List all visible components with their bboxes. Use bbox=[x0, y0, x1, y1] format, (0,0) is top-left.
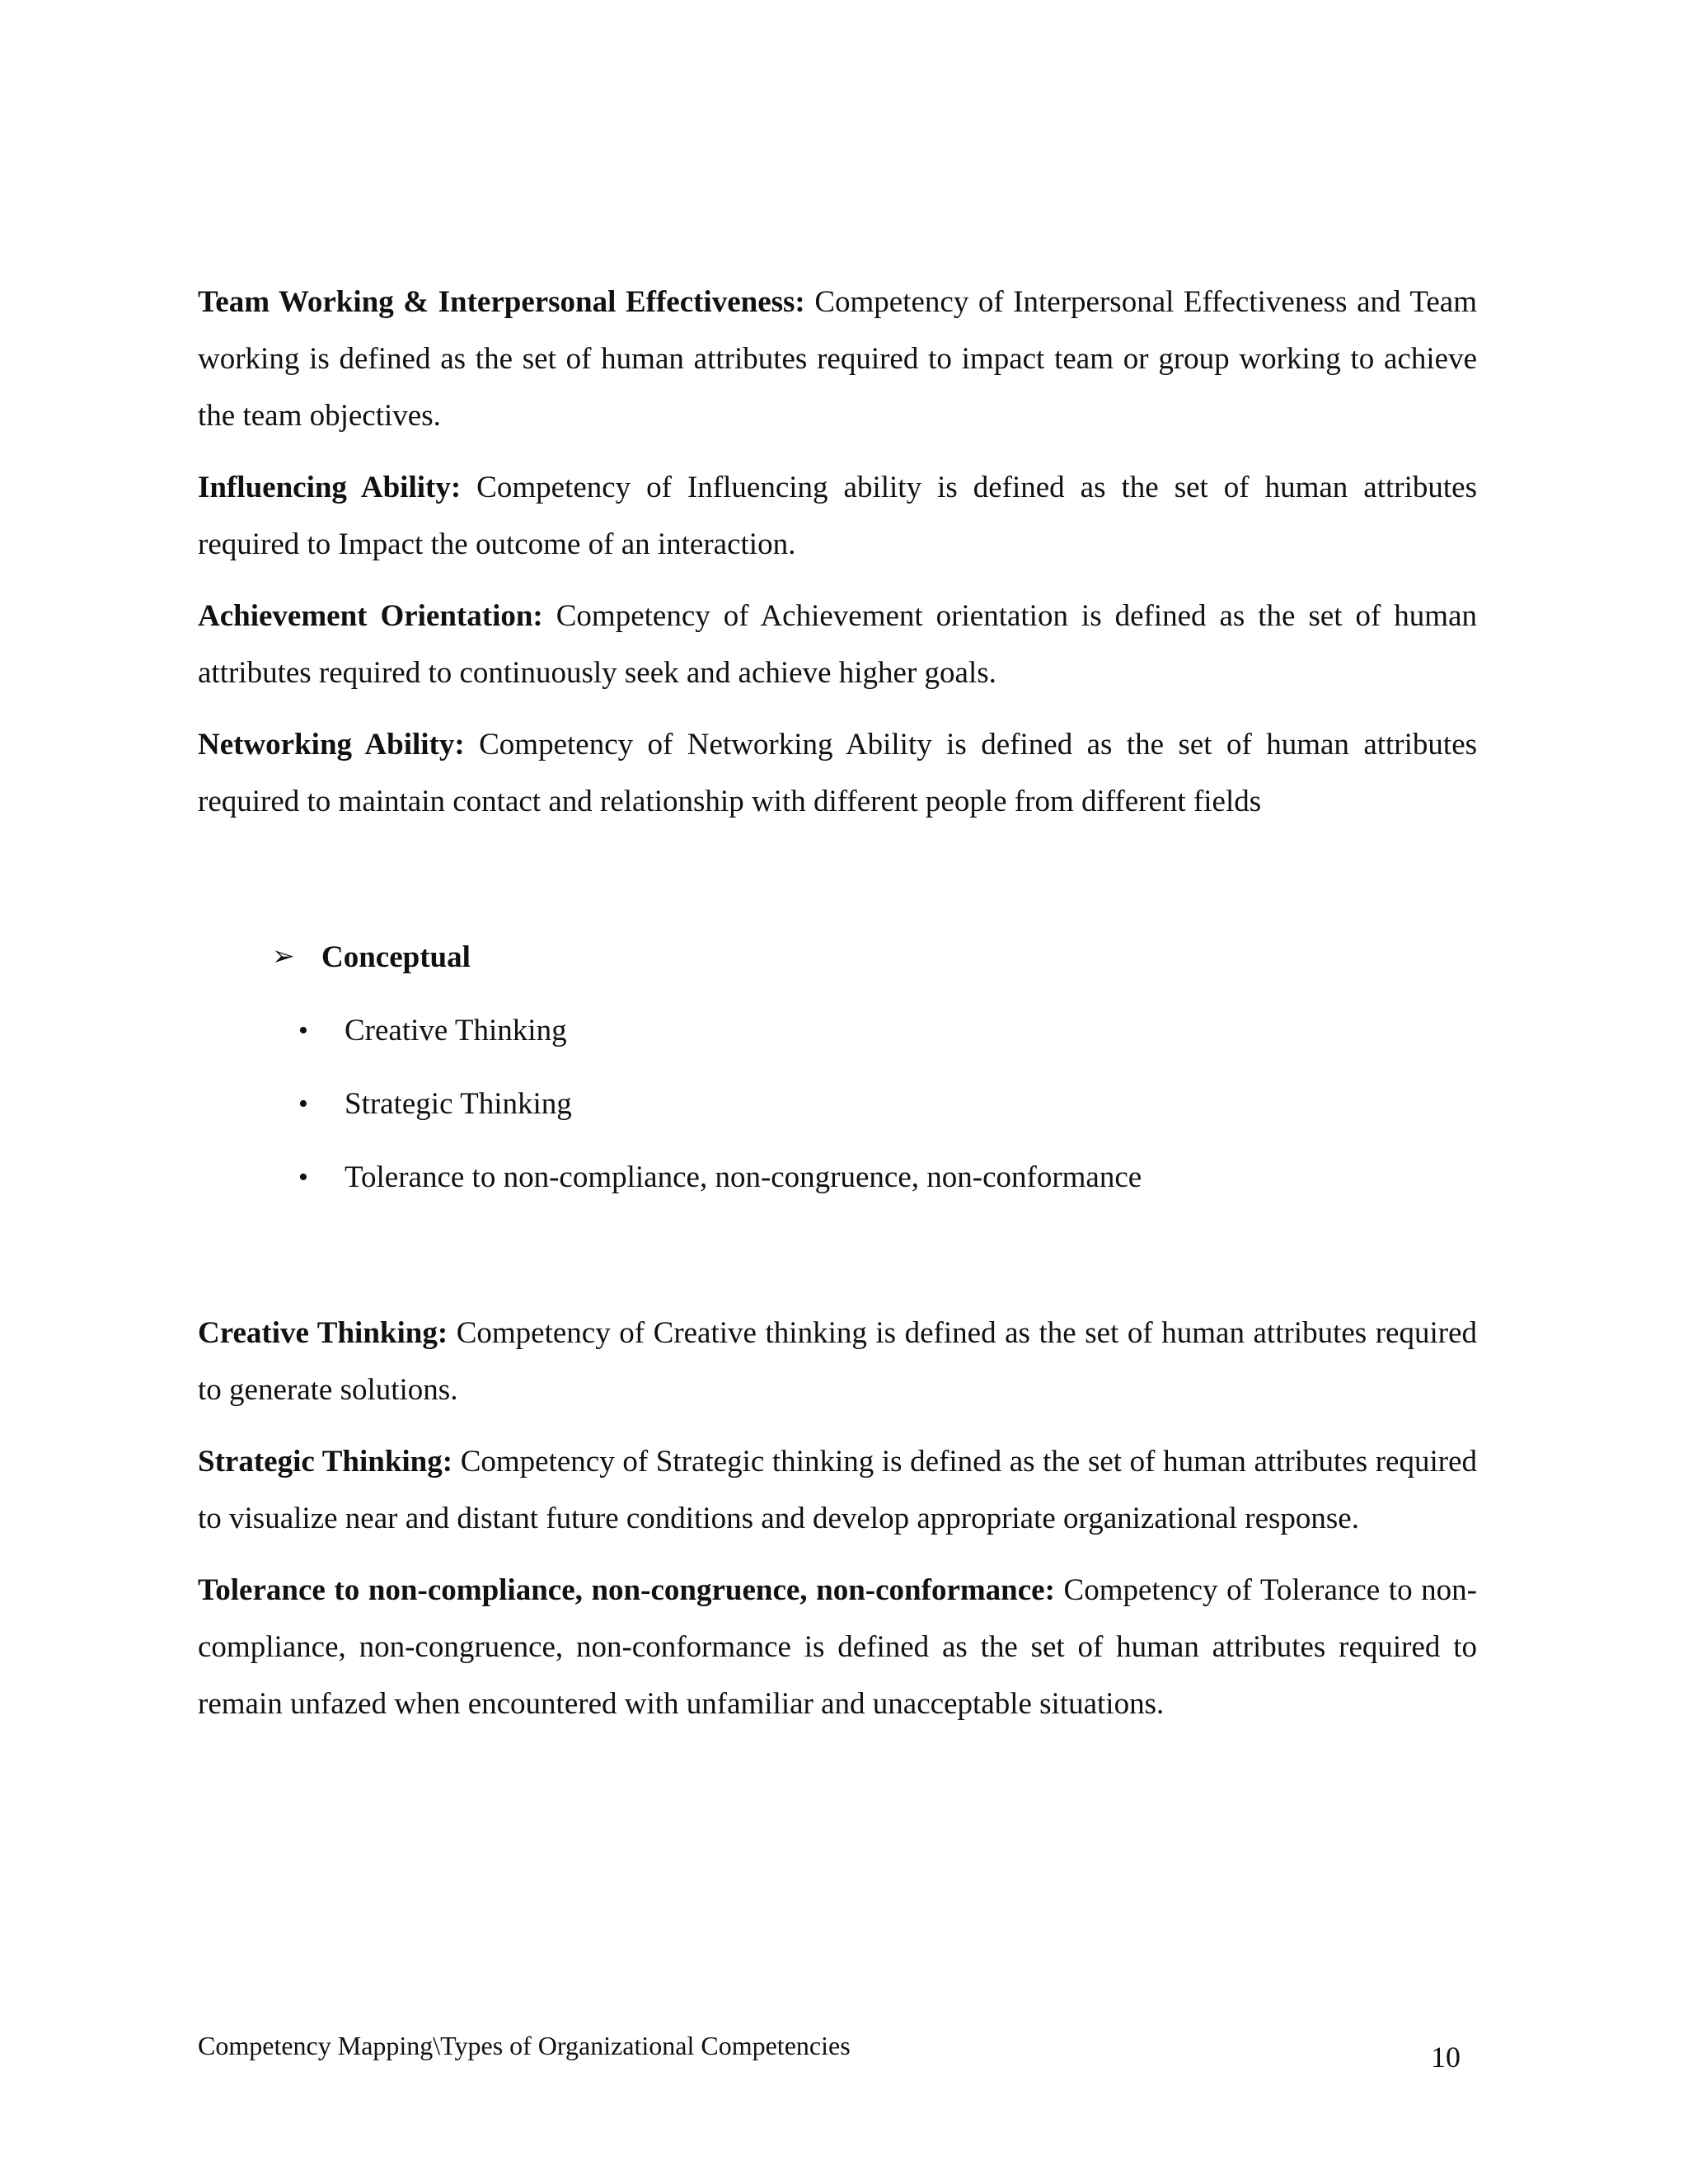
definition-paragraph bbox=[198, 459, 1477, 573]
definition-text: Competency of Influencing ability is defined as the set of human attributes required to Impact the outcome of an interaction. bbox=[198, 471, 1477, 561]
definition-text: Competency of Networking Ability is defined as the set of human attributes required to maintain contact and relationship with different people from different fields bbox=[198, 728, 1478, 818]
list-item bbox=[198, 1076, 1477, 1132]
list-item-label: Creative Thinking bbox=[345, 1014, 567, 1047]
bullet-dot-icon: • bbox=[298, 1162, 308, 1193]
definition-term: Influencing Ability: bbox=[198, 471, 462, 504]
definition-paragraph bbox=[198, 274, 1477, 444]
definition-text: Competency of Interpersonal Effectiveness and Team working is defined as the set of human attributes required to impact team or group working to achieve the team objectives. bbox=[198, 285, 1478, 433]
definitions-block bbox=[198, 1305, 1477, 1732]
definition-paragraph bbox=[198, 588, 1477, 701]
definition-term: Tolerance to non-compliance, non-congruence, non-conformance: bbox=[198, 1573, 1055, 1607]
definition-term: Strategic Thinking: bbox=[198, 1445, 453, 1479]
list-item-label: Strategic Thinking bbox=[345, 1087, 572, 1121]
definition-text: Competency of Achievement orientation is defined as the set of human attributes required to continuously seek and achieve higher goals. bbox=[198, 599, 1478, 690]
list-item bbox=[198, 1149, 1477, 1206]
page-number: 10 bbox=[1431, 2041, 1461, 2074]
bullet-dot-icon: • bbox=[298, 1015, 308, 1046]
definition-term: Creative Thinking: bbox=[198, 1316, 448, 1350]
definition-term: Team Working & Interpersonal Effectiveness: bbox=[198, 285, 805, 319]
definition-paragraph bbox=[198, 1305, 1477, 1418]
footer-path: Competency Mapping\Types of Organizational Competencies bbox=[198, 2031, 851, 2060]
list-item bbox=[198, 1002, 1477, 1059]
section-heading bbox=[198, 929, 1477, 986]
bullet-list bbox=[198, 1002, 1477, 1206]
definition-text: Competency of Strategic thinking is defined as the set of human attributes required to visualize near and distant future conditions and develop appropriate organizational response. bbox=[198, 1445, 1478, 1535]
arrow-bullet-icon: ➢ bbox=[272, 942, 295, 972]
page-content bbox=[198, 274, 1477, 1747]
section-heading-label: Conceptual bbox=[321, 940, 471, 974]
definition-text: Competency of Tolerance to non-compliance, non-congruence, non-conformance is defined as the set of human attributes required to remain unfazed when encountered with unfamiliar and unacceptable situations. bbox=[198, 1573, 1478, 1721]
definition-paragraph bbox=[198, 716, 1477, 830]
definition-text: Competency of Creative thinking is defined as the set of human attributes required to generate solutions. bbox=[198, 1316, 1477, 1407]
definition-paragraph bbox=[198, 1562, 1477, 1732]
definition-term: Achievement Orientation: bbox=[198, 599, 543, 633]
definition-term: Networking Ability: bbox=[198, 728, 465, 762]
definition-paragraph bbox=[198, 1433, 1477, 1547]
list-item-label: Tolerance to non-compliance, non-congruence, non-conformance bbox=[345, 1160, 1142, 1194]
bullet-dot-icon: • bbox=[298, 1089, 308, 1119]
conceptual-section bbox=[198, 929, 1477, 1206]
